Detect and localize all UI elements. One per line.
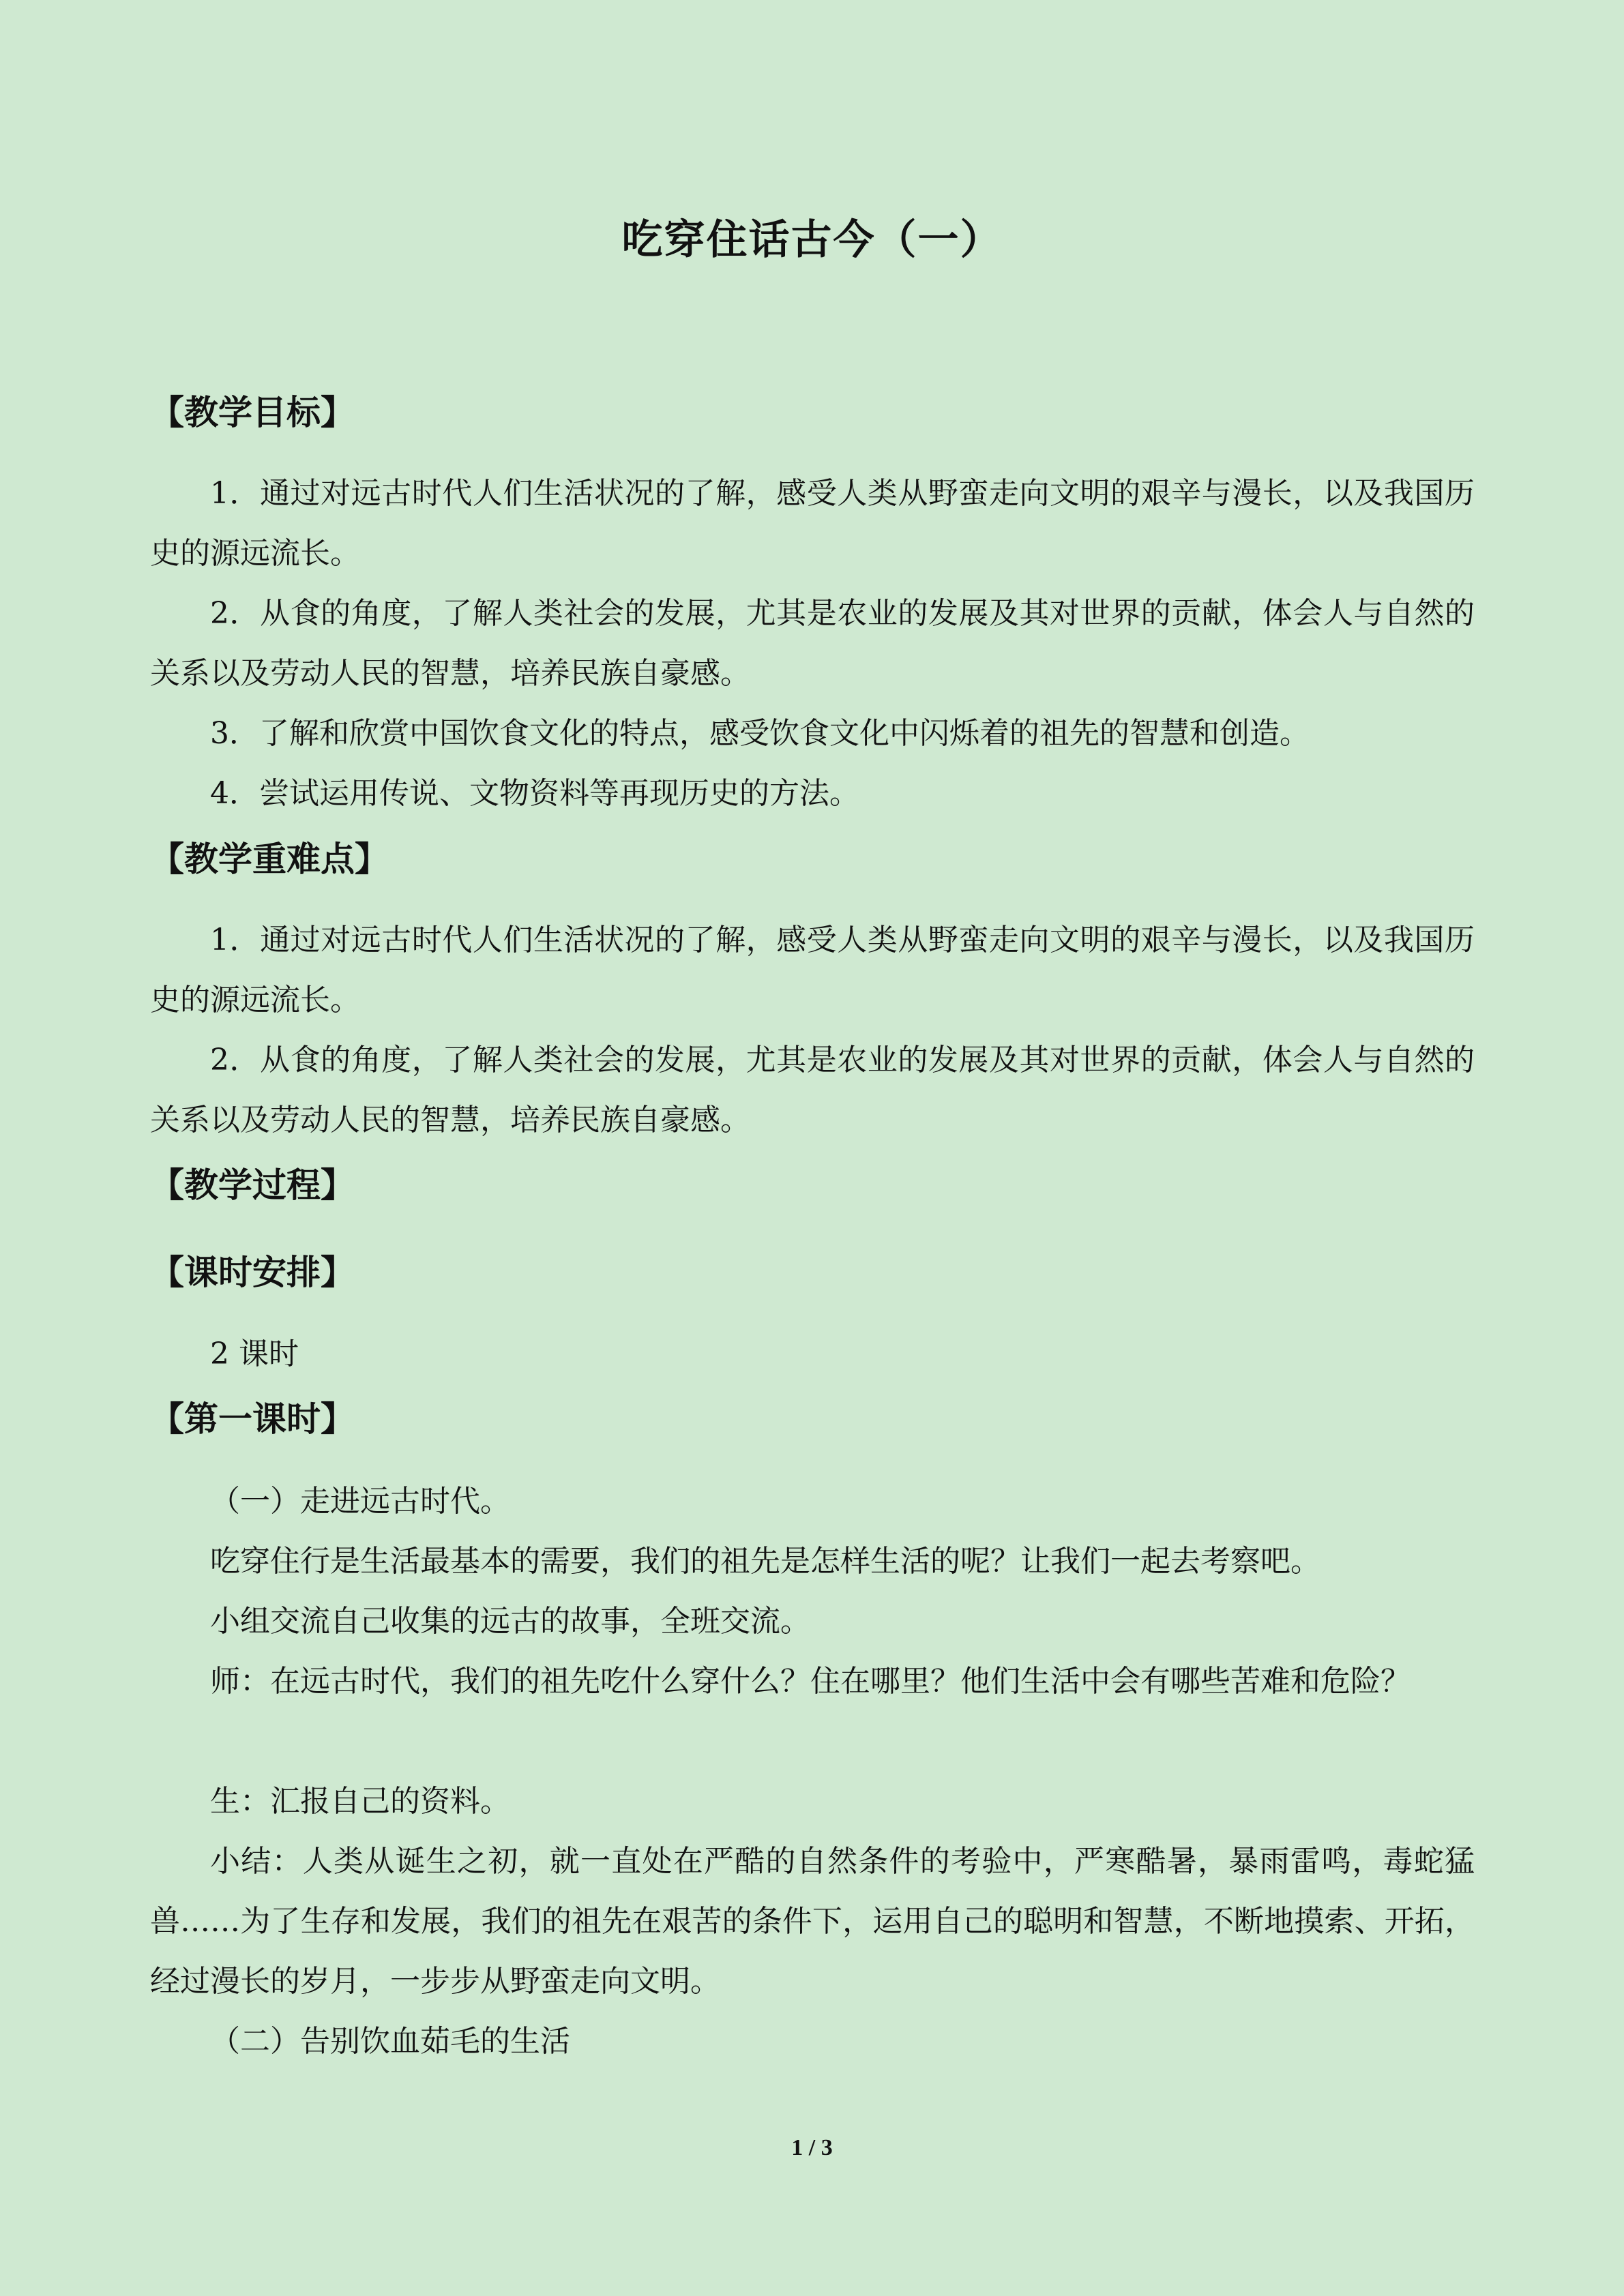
key-point-item-2: 2．从食的角度，了解人类社会的发展，尤其是农业的发展及其对世界的贡献，体会人与自然的关系以及劳动人民的智慧，培养民族自豪感。: [150, 1043, 1475, 1137]
lesson1-part2-title: （二）告别饮血茹毛的生活: [210, 2024, 570, 2059]
schedule-heading: 【课时安排】: [150, 1253, 355, 1292]
objectives-heading: 【教学目标】: [150, 393, 355, 432]
objective-item-2: 2．从食的角度，了解人类社会的发展，尤其是农业的发展及其对世界的贡献，体会人与自然的关系以及劳动人民的智慧，培养民族自豪感。: [150, 596, 1475, 691]
objective-item-4: 4．尝试运用传说、文物资料等再现历史的方法。: [210, 776, 859, 811]
lesson1-paragraph-2: 小组交流自己收集的远古的故事，全班交流。: [210, 1604, 810, 1639]
page-number: 1 / 3: [791, 2135, 833, 2160]
objective-item-3: 3．了解和欣赏中国饮食文化的特点，感受饮食文化中闪烁着的祖先的智慧和创造。: [210, 716, 1310, 751]
lesson1-heading: 【第一课时】: [150, 1399, 355, 1439]
objective-item-1: 1．通过对远古时代人们生活状况的了解，感受人类从野蛮走向文明的艰辛与漫长，以及我国历史的源远流长。: [150, 476, 1475, 571]
process-heading: 【教学过程】: [150, 1165, 355, 1205]
key-points-heading: 【教学重难点】: [150, 839, 389, 879]
key-point-item-1: 1．通过对远古时代人们生活状况的了解，感受人类从野蛮走向文明的艰辛与漫长，以及我国历史的源远流长。: [150, 923, 1475, 1017]
lesson1-part1-title: （一）走进远古时代。: [210, 1484, 510, 1519]
document-title: 吃穿住话古今（一）: [621, 216, 1003, 264]
lesson1-paragraph-5: 小结：人类从诞生之初，就一直处在严酷的自然条件的考验中，严寒酷暑，暴雨雷鸣，毒蛇猛兽……为了生存和发展，我们的祖先在艰苦的条件下，运用自己的聪明和智慧，不断地摸索、开拓，经过漫长的岁月，一步步从野蛮走向文明。: [150, 1844, 1475, 1999]
schedule-value: 2 课时: [210, 1337, 299, 1371]
lesson1-paragraph-4: 生：汇报自己的资料。: [210, 1784, 510, 1819]
lesson1-paragraph-3: 师：在远古时代，我们的祖先吃什么穿什么？住在哪里？他们生活中会有哪些苦难和危险？: [210, 1664, 1411, 1699]
lesson1-paragraph-1: 吃穿住行是生活最基本的需要，我们的祖先是怎样生活的呢？让我们一起去考察吧。: [210, 1544, 1320, 1579]
